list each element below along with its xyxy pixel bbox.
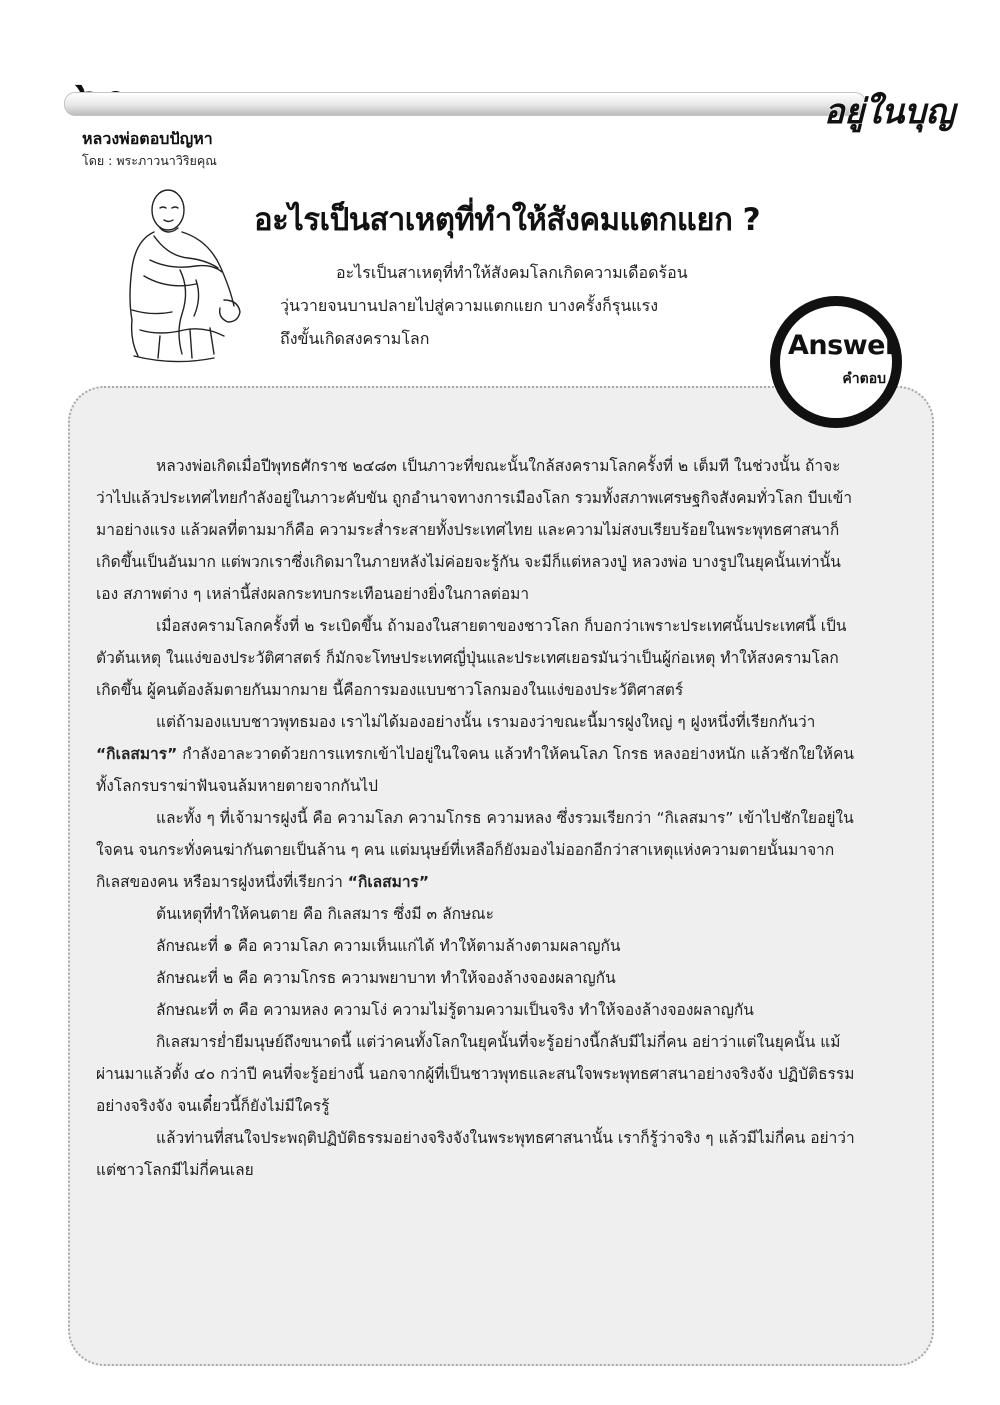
body-paragraph: เมื่อสงครามโลกครั้งที่ ๒ ระเบิดขึ้น ถ้ามองในสายตาของชาวโลก ก็บอกว่าเพราะประเทศนั้นประเทศนี้ เป็นตัวต้นเหตุ ในแง่ของประวัติศาสตร์ ก็มักจะโทษประเทศญี่ปุ่นและประเทศเยอรมันว่าเป็นผู้ก่อเหตุ ทำให้สงครามโลกเกิดขึ้น ผู้คนต้องล้มตายกันมากมาย นี้คือการมองแบบชาวโลกมองในแง่ของประวัติศาสตร์: [96, 617, 847, 699]
kilesamara-term: “กิเลสมาร”: [96, 745, 178, 763]
body-text-span: กำลังอาละวาดด้วยการแทรกเข้าไปอยู่ในใจคน แล้วทำให้คนโลภ โกรธ หลงอย่างหนัก แล้วชักใยให้คนทั้งโลกรบราฆ่าฟันจนล้มหายตายจากกันไป: [96, 745, 854, 795]
article-headline: อะไรเป็นสาเหตุที่ทำให้สังคมแตกแยก ?: [254, 202, 761, 238]
body-paragraph: [96, 802, 856, 898]
body-paragraph: [96, 706, 856, 802]
body-paragraph: หลวงพ่อเกิดเมื่อปีพุทธศักราช ๒๔๘๓ เป็นภาวะที่ขณะนั้นใกล้สงครามโลกครั้งที่ ๒ เต็มที ในช่วงนั้น ถ้าจะว่าไปแล้วประเทศไทยกำลังอยู่ในภาวะคับขัน ถูกอำนาจทางการเมืองโลก รวมทั้งสภาพเศรษฐกิจสังคมทั่วโลก บีบเข้ามาอย่างแรง แล้วผลที่ตามมาก็คือ ความระส่ำระสายทั้งประเทศไทย และความไม่สงบเรียบร้อยในพระพุทธศาสนาก็เกิดขึ้นเป็นอันมาก แต่พวกเราซึ่งเกิดมาในภายหลังไม่ค่อยจะรู้กัน จะมีก็แต่หลวงปู่ หลวงพ่อ บางรูปในยุคนั้นเท่านั้นเอง สภาพต่าง ๆ เหล่านี้ส่งผลกระทบกระเทือนอย่างยิ่งในกาลต่อมา: [96, 457, 853, 603]
body-paragraph: กิเลสมารย่ำยีมนุษย์ถึงขนาดนี้ แต่ว่าคนทั้งโลกในยุคนั้นที่จะรู้อย่างนี้กลับมีไม่กี่คน อย่าว่าแต่ในยุคนั้น แม้ผ่านมาแล้วตั้ง ๔๐ กว่าปี คนที่จะรู้อย่างนี้ นอกจากผู้ที่เป็นชาวพุทธและสนใจพระพุทธศาสนาอย่างจริงจัง ปฏิบัติธรรมอย่างจริงจัง จนเดี๋ยวนี้ก็ยังไม่มีใครรู้: [96, 1033, 855, 1115]
header-rule: [64, 92, 866, 116]
answer-label-en: Answer: [788, 330, 898, 361]
characteristic-item: ลักษณะที่ ๑ คือ ความโลภ ความเห็นแก่ได้ ทำให้ตามล้างตามผลาญกัน: [156, 937, 621, 955]
body-text-span: และทั้ง ๆ ที่เจ้ามารฝูงนี้ คือ ความโลภ ความโกรธ ความหลง ซึ่งรวมเรียกว่า “กิเลสมาร” เข้าไปชักใยอยู่ในใจคน จนกระทั่งคนฆ่ากันตายเป็นล้าน ๆ คน แต่มนุษย์ที่เหลือก็ยังมองไม่ออกอีกว่าสาเหตุแห่งความตายนั้นมาจากกิเลสของคน หรือมารฝูงหนึ่งที่เรียกว่า: [96, 809, 854, 891]
question-line: วุ่นวายจนบานปลายไปสู่ความแตกแยก บางครั้งก็รุนแรง: [280, 296, 659, 315]
answer-badge: [770, 296, 902, 428]
column-title: หลวงพ่อตอบปัญหา: [82, 129, 213, 148]
body-text-span: แต่ถ้ามองแบบชาวพุทธมอง เราไม่ได้มองอย่างนั้น เรามองว่าขณะนี้มารฝูงใหญ่ ๆ ฝูงหนึ่งที่เรียกกันว่า: [156, 713, 816, 731]
answer-body: [96, 450, 856, 1186]
question-line: อะไรเป็นสาเหตุที่ทำให้สังคมโลกเกิดความเดือดร้อน: [336, 263, 688, 282]
characteristic-item: ลักษณะที่ ๒ คือ ความโกรธ ความพยาบาท ทำให้จองล้างจองผลาญกัน: [156, 969, 616, 987]
question-block: [280, 256, 760, 355]
answer-label-th: คำตอบ: [842, 371, 886, 387]
body-paragraph: แล้วท่านที่สนใจประพฤติปฏิบัติธรรมอย่างจริงจังในพระพุทธศาสนานั้น เราก็รู้ว่าจริง ๆ แล้วมีไม่กี่คน อย่าว่าแต่ชาวโลกมีไม่กี่คนเลย: [96, 1129, 855, 1179]
characteristic-item: ลักษณะที่ ๓ คือ ความหลง ความโง่ ความไม่รู้ตามความเป็นจริง ทำให้จองล้างจองผลาญกัน: [156, 1001, 754, 1019]
body-paragraph: ต้นเหตุที่ทำให้คนตาย คือ กิเลสมาร ซึ่งมี ๓ ลักษณะ: [156, 905, 494, 923]
magazine-logo: อยู่ในบุญ: [824, 92, 955, 132]
author-byline: โดย : พระภาวนาวิริยคุณ: [82, 153, 217, 168]
question-line: ถึงขั้นเกิดสงครามโลก: [280, 329, 430, 348]
kilesamara-term: “กิเลสมาร”: [347, 873, 430, 891]
monk-illustration: [120, 180, 255, 370]
